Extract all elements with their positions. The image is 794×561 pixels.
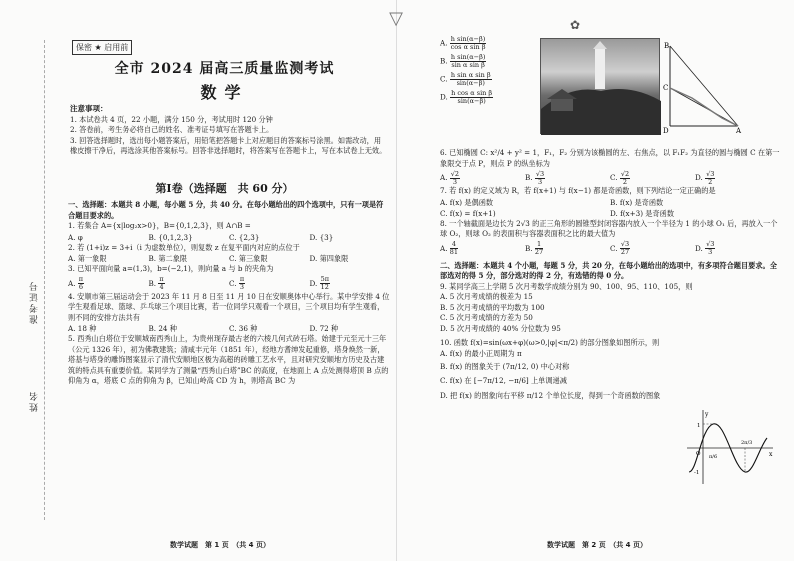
option: B. f(x) 是奇函数 (610, 197, 664, 207)
option: C. f(x) = f(x+1) (440, 208, 496, 218)
question-8: 8. 一个轴截面是边长为 2√3 的正三角形的圆锥型封闭容器内放入一个半径为 1 的小球 O₁ 后，再放入一个球 O₂，则球 O₂ 的表面积与容器表面积之比的最大值为 (440, 218, 778, 238)
graph-label-o: O (696, 451, 701, 457)
option: A. f(x) 是偶函数 (440, 197, 494, 207)
right-questions-block (440, 148, 780, 402)
option: D. $\frac{5\pi}{12}$ (309, 275, 330, 291)
option: A. 5 次月考成绩的极差为 15 (440, 292, 533, 301)
diagram-label-b: B (664, 42, 670, 50)
question-7: 7. 若 f(x) 的定义域为 R，若 f(x+1) 与 f(x−1) 都是奇函数，则下列结论一定正确的是 (440, 186, 716, 195)
question-4: 4. 安顺市第三届运动会于 2023 年 11 月 8 日至 11 月 10 日在安顺奥体中心举行。某中学安排 4 位学生观看足球、篮球、乒乓球三个项目比赛，若一位同学只观看一个项目，三个项目均有学生观看，则不同的安排方法共有 (68, 291, 390, 322)
option: C. 36 种 (229, 324, 258, 333)
option: B. $\frac{1}{27}$ (525, 240, 544, 256)
side-label-name: 姓名 (30, 390, 40, 412)
option: A. f(x) 的最小正周期为 π (440, 348, 522, 358)
option: B. $\frac{√3}{3}$ (525, 169, 545, 186)
graph-label-pi6: π/6 (709, 454, 718, 460)
diagram-label-c: C (663, 84, 669, 92)
flower-ornament-icon: ✿ (570, 18, 581, 32)
section-1-title: 第Ⅰ卷（选择题 共 60 分） (155, 182, 294, 195)
exam-logo-icon: ▽ (389, 8, 403, 29)
graph-label-2pi3: 2π/3 (741, 440, 753, 446)
cut-line (44, 40, 45, 520)
question-3-options (68, 275, 390, 292)
question-1-options (68, 232, 390, 243)
graph-label-x: x (769, 451, 773, 458)
page-title: 全市 2024 届高三质量监测考试 (114, 61, 335, 77)
confidential-badge: 保密 ★ 启用前 (72, 40, 132, 55)
option: B. {0,1,2,3} (148, 232, 193, 242)
diagram-label-d: D (663, 127, 669, 134)
page-footer: 数学试题 第 2 页 （共 4 页） (547, 541, 647, 549)
option: B. $\frac{\text{h sin(α−β)}}{\text{sin α sin β}}$ (440, 53, 486, 69)
question-3: 3. 已知平面向量 a=(1,3)，b=(−2,1)，则向量 a 与 b 的夹角为 (68, 264, 274, 273)
notes-heading: 注意事项： (70, 104, 108, 113)
option: B. 第二象限 (148, 254, 188, 263)
binding-strip (0, 0, 52, 561)
option: C. $\frac{\text{h sin α sin β}}{\sin(\alpha-\beta)}$ (440, 71, 491, 87)
question-4-options (68, 323, 390, 334)
option: D. $\frac{\text{h cos α sin β}}{\sin(\alpha-\beta)}$ (440, 89, 493, 105)
question-2-options (68, 253, 390, 264)
part-2-intro: 二、选择题：本题共 4 个小题，每题 5 分，共 20 分，在每小题给出的选项中，有多项符合题目要求。全部选对的得 5 分，部分选对的得 2 分，有选错的得 0 分。 (440, 260, 777, 280)
graph-label-y: y (705, 411, 709, 418)
graph-label-one: 1 (697, 423, 701, 429)
part-1-intro: 一、选择题：本题共 8 小题，每小题 5 分，共 40 分。在每小题给出的四个选项中，只有一项是符合题目要求的。 (68, 200, 384, 220)
page-footer: 数学试题 第 1 页 （共 4 页） (170, 541, 270, 549)
notes-section (70, 104, 388, 157)
question-1: 1. 若集合 A={x|log₂x>0}，B={0,1,2,3}，则 A∩B = (68, 221, 251, 230)
question-8-options (440, 240, 780, 257)
pagoda-illustration (541, 39, 661, 135)
pagoda-photo (540, 38, 660, 134)
note-item: 3. 回答选择题时，选出每小题答案后，用铅笔把答题卡上对应题目的答案标号涂黑。如需改动，用橡皮擦干净后，再选涂其他答案标号。回答非选择题时，将答案写在答题卡上，写在本试卷上无效。 (70, 135, 387, 155)
subject-title: 数学 (200, 83, 249, 102)
option: A. $\frac{\text{h sin(α−β)}}{\text{cos α sin β}}$ (440, 35, 486, 51)
option: D. f(x+3) 是奇函数 (610, 208, 675, 218)
graph-label-neg-one: -1 (694, 470, 700, 476)
note-item: 2. 答卷前，考生务必将自己的姓名、准考证号填写在答题卡上。 (70, 125, 274, 134)
question-7-options (440, 197, 780, 208)
question-9: 9. 某同学高三上学期 5 次月考数学成绩分别为 90、100、95、110、105，则 (440, 281, 693, 291)
tower-angle-diagram (662, 38, 744, 134)
option: A. $\frac{\pi}{6}$ (68, 275, 84, 291)
question-2: 2. 若 (1+i)z = 3+i（i 为虚数单位），则复数 z 在复平面内对应的点位于 (68, 242, 300, 252)
question-7-options-2 (440, 208, 780, 219)
option: C. f(x) 在 [−7π/12, −π/6] 上单调递减 (440, 375, 567, 385)
option: C. {2,3} (229, 232, 260, 242)
option: D. 5 次月考成绩的 40% 分位数为 95 (440, 323, 561, 333)
option: D. $\frac{√3}{3}$ (695, 240, 715, 256)
option: C. 5 次月考成绩的方差为 50 (440, 313, 533, 322)
option: D. 把 f(x) 的图象向右平移 π/12 个单位长度，得到一个奇函数的图象 (440, 391, 661, 400)
part-1-questions (68, 200, 390, 387)
question-5-options (440, 36, 540, 105)
option: C. 第三象限 (229, 254, 268, 263)
option: A. 第一象限 (68, 254, 107, 263)
option: D. 72 种 (309, 324, 339, 333)
option: D. $\frac{√3}{2}$ (695, 169, 715, 186)
option: A. 18 种 (68, 324, 97, 333)
note-item: 1. 本试卷共 4 页，22 小题，满分 150 分，考试用时 120 分钟 (70, 114, 273, 124)
sine-graph (683, 408, 775, 488)
option: A. $\frac{√2}{3}$ (440, 169, 460, 186)
diagram-label-a: A (736, 127, 742, 134)
option: A. φ (68, 232, 83, 242)
option: B. $\frac{\pi}{4}$ (148, 275, 164, 291)
option: D. {3} (309, 232, 334, 242)
side-label-exam-id: 准考证号 (30, 280, 40, 324)
option: B. 5 次月考成绩的平均数为 100 (440, 302, 545, 312)
question-5: 5. 西秀山白塔位于安顺城南西秀山上，为贵州现存最古老的六棱几何式砖石塔。始建于元至元十三年（公元 1326 年），初为佛教建筑；清咸丰元年（1851 年），经地方耆绅发起重修，塔身焕然一新，塔基与塔身的雕饰图案显示了清代安顺地区极为高超的砖雕工艺水平，且对研究安顺地方历史及古建筑的特点具有重要价值。某同学为了测量“西秀山白塔”BC 的高度，在地面上 A 点处测得塔顶 B 点的仰角为 α，塔底 C 点的仰角为 β，已知山岭高 CD 为 h，则塔高 BC 为 (68, 334, 389, 385)
question-6: 6. 已知椭圆 C: x²/4 + y² = 1，F₁，F₂ 分别为该椭圆的左、右焦点，以 F₁F₂ 为直径的圆与椭圆 C 在第一象限交于点 P，则点 P 的纵坐标为 (440, 148, 780, 168)
option: C. $\frac{√2}{2}$ (610, 169, 630, 186)
question-10: 10. 函数 f(x)=sin(ωx+φ)(ω>0,|φ|<π/2) 的部分图象如图所示，则 (440, 338, 660, 347)
option: A. $\frac{4}{81}$ (440, 240, 459, 256)
option: B. 24 种 (148, 324, 177, 333)
option: D. 第四象限 (309, 254, 349, 263)
option: C. $\frac{√3}{27}$ (610, 240, 630, 256)
option: B. f(x) 的图象关于 (7π/12, 0) 中心对称 (440, 362, 570, 371)
option: C. $\frac{\pi}{3}$ (229, 275, 245, 291)
question-6-options (440, 169, 780, 186)
